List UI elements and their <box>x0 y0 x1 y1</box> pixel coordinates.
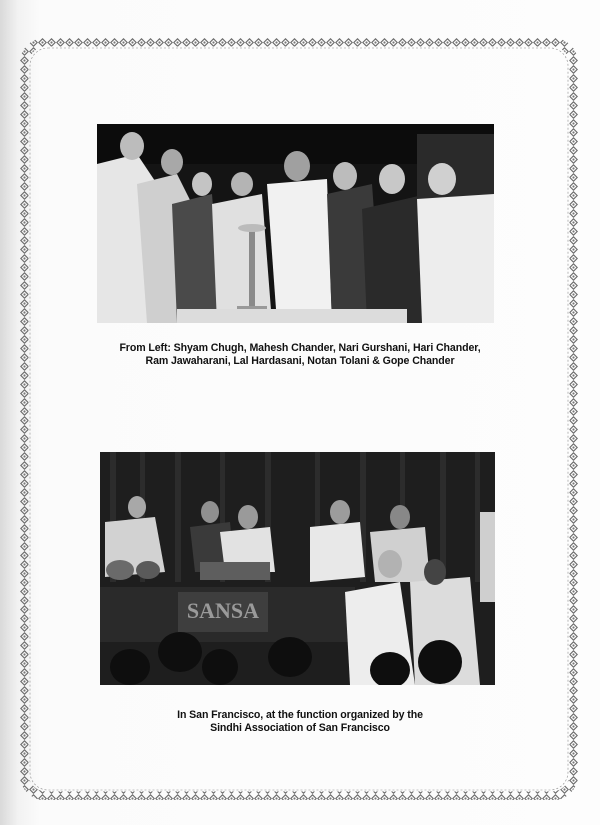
caption-line: Ram Jawaharani, Lal Hardasani, Notan Tolani & Gope Chander <box>145 355 455 367</box>
photo-musical-function-caption <box>60 709 540 735</box>
photo-lamp-lighting-image <box>97 124 494 323</box>
caption-line: Sindhi Association of San Francisco <box>210 722 390 734</box>
caption-line: In San Francisco, at the function organized by the <box>177 709 423 721</box>
caption-line: From Left: Shyam Chugh, Mahesh Chander, Nari Gurshani, Hari Chander, <box>119 342 481 354</box>
photo-musical-function-image <box>100 452 495 685</box>
photo-musical-function <box>100 452 495 685</box>
stage-banner-text: SANSA <box>186 598 260 623</box>
photo-lamp-lighting <box>97 124 494 323</box>
photo-lamp-lighting-caption <box>60 342 540 368</box>
